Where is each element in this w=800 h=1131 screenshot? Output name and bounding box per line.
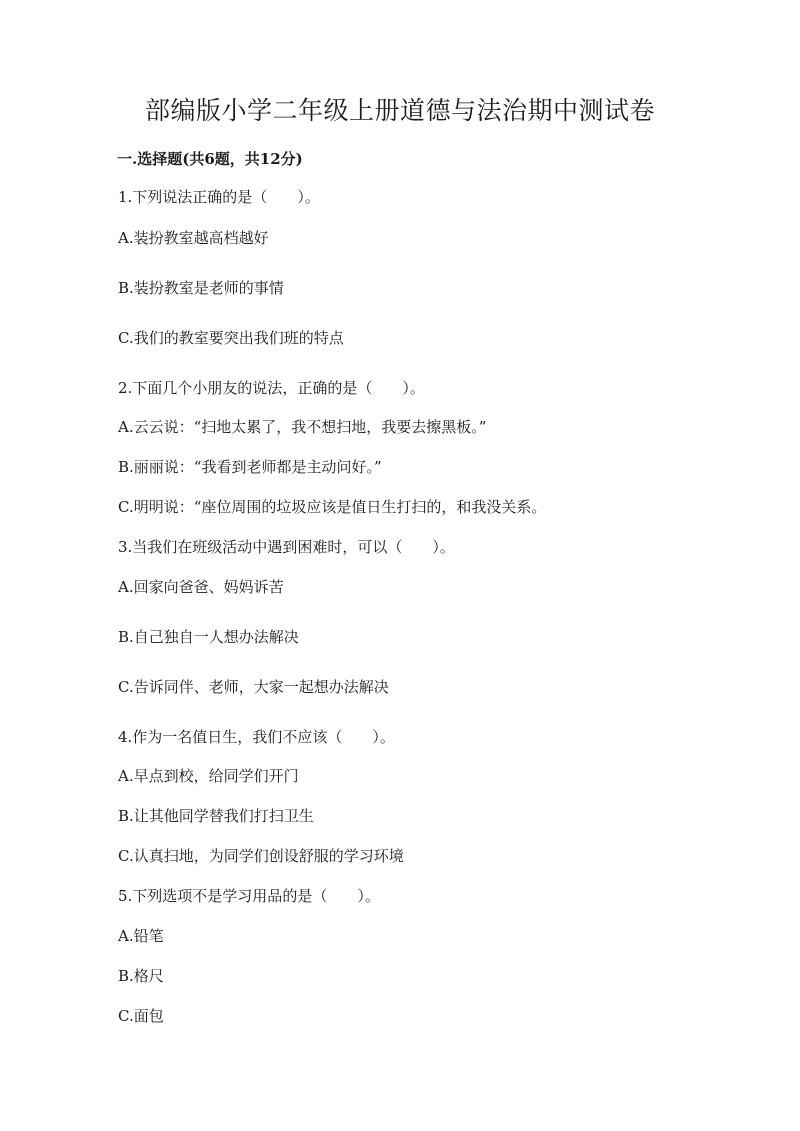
question-1-option-c: C.我们的教室要突出我们班的特点 xyxy=(118,329,344,347)
question-3-option-b: B.自己独自一人想办法解决 xyxy=(118,628,299,646)
question-2-option-b: B.丽丽说：“我看到老师都是主动问好。” xyxy=(118,458,382,476)
question-5-option-b: B.格尺 xyxy=(118,967,164,985)
question-5-stem: 5.下列选项不是学习用品的是（ ）。 xyxy=(118,887,380,905)
question-3-option-c: C.告诉同伴、老师，大家一起想办法解决 xyxy=(118,678,389,696)
question-2-option-c: C.明明说：“座位周围的垃圾应该是值日生打扫的，和我没关系。 xyxy=(118,498,547,516)
question-2-option-a: A.云云说：“扫地太累了，我不想扫地，我要去擦黑板。” xyxy=(118,418,487,436)
question-5-option-c: C.面包 xyxy=(118,1007,164,1025)
question-4-option-b: B.让其他同学替我们打扫卫生 xyxy=(118,807,314,825)
question-4-option-a: A.早点到校，给同学们开门 xyxy=(118,767,299,785)
exam-title: 部编版小学二年级上册道德与法治期中测试卷 xyxy=(144,96,655,125)
question-5-option-a: A.铅笔 xyxy=(118,927,164,945)
question-1-option-b: B.装扮教室是老师的事情 xyxy=(118,279,284,297)
question-4-option-c: C.认真扫地，为同学们创设舒服的学习环境 xyxy=(118,847,404,865)
question-3-stem: 3.当我们在班级活动中遇到困难时，可以（ ）。 xyxy=(118,538,455,556)
question-1-option-a: A.装扮教室越高档越好 xyxy=(118,229,269,247)
question-3-option-a: A.回家向爸爸、妈妈诉苦 xyxy=(118,578,284,596)
question-1-stem: 1.下列说法正确的是（ ）。 xyxy=(118,188,320,206)
question-2-stem: 2.下面几个小朋友的说法，正确的是（ ）。 xyxy=(118,379,425,397)
section-heading: 一.选择题(共6题，共12分) xyxy=(117,150,303,168)
question-4-stem: 4.作为一名值日生，我们不应该（ ）。 xyxy=(118,728,395,746)
